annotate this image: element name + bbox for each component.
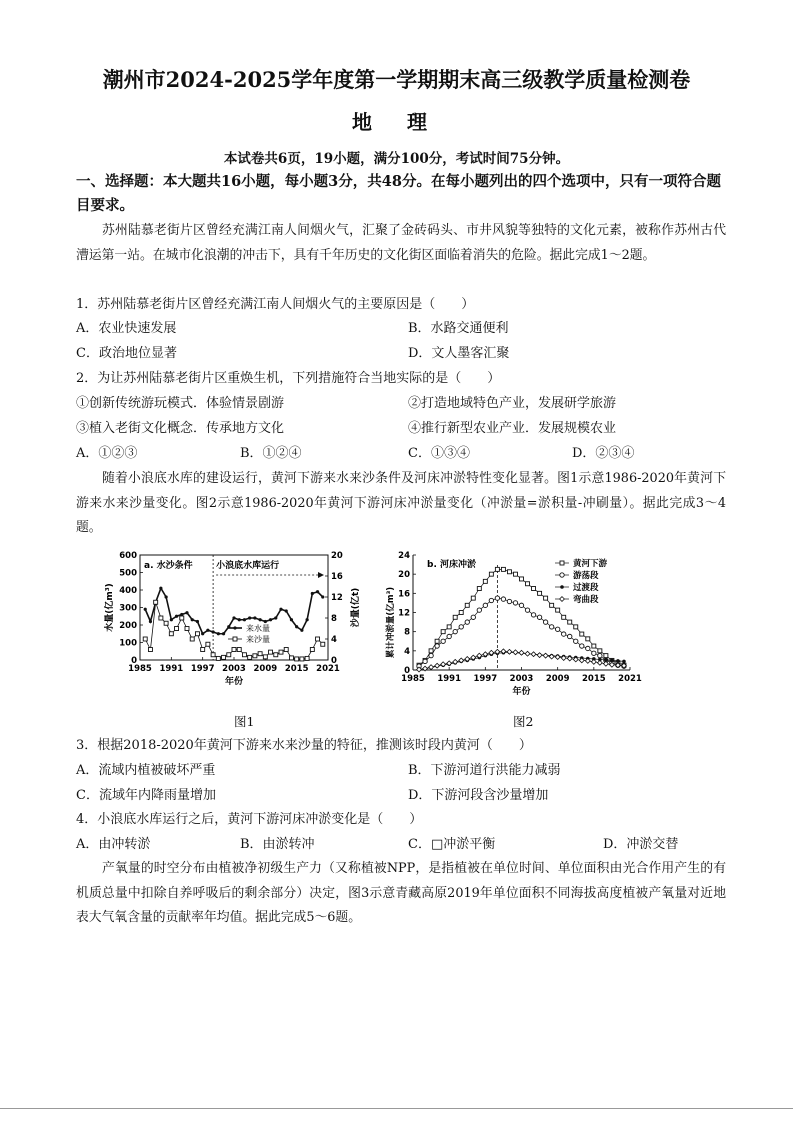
series-1-point: [495, 596, 499, 600]
sediment-point: [227, 653, 231, 657]
x-tick-label: 2015: [581, 674, 606, 684]
water-point: [243, 618, 246, 621]
divider-annotation: 小浪底水库运行: [216, 561, 280, 571]
series-1-point: [471, 615, 475, 619]
y2-tick-label: 4: [331, 635, 337, 645]
passage-3: 产氧量的时空分布由植被净初级生产力（又称植被NPP，是指植被在单位时间、单位面积由光合作用产生的有机质总量中扣除自养呼吸后的剩余部分）决定，图3示意青藏高原2019年单位面积不同海拔高度植被产氧量对近地表大气氧含量的贡献率年均值。据此完成5～6题。: [76, 861, 726, 925]
water-point: [232, 616, 235, 619]
x-tick-label: 2003: [509, 674, 534, 684]
x-tick-label: 1985: [401, 674, 425, 684]
sediment-point: [253, 654, 257, 658]
question-4-option-b: B．由淤转冲: [240, 837, 315, 852]
sediment-point: [164, 621, 168, 625]
water-point: [321, 595, 324, 598]
series-0-point: [598, 649, 602, 653]
series-0-point: [538, 591, 542, 595]
series-3-point: [597, 660, 602, 665]
series-1-point: [507, 599, 511, 603]
series-3-point: [429, 665, 434, 670]
sediment-point: [195, 632, 199, 636]
x-axis-label: 年份: [512, 687, 531, 697]
water-point: [311, 592, 314, 595]
y-axis-label: 累计冲淤量(亿m³): [386, 586, 396, 659]
series-1-point: [525, 608, 529, 612]
figure-2-chart: [385, 545, 650, 700]
series-0-point: [550, 603, 554, 607]
sediment-point: [201, 648, 205, 652]
water-point: [300, 629, 303, 632]
water-point: [290, 618, 293, 621]
water-point: [170, 618, 173, 621]
water-point: [222, 632, 225, 635]
question-2-option-c: C．①③④: [408, 446, 470, 461]
question-2-option-d: D．②③④: [572, 446, 635, 461]
sediment-point: [295, 657, 299, 661]
subject-title: 地 理: [352, 110, 441, 134]
x-tick-label: 2021: [316, 664, 340, 674]
question-3-option-c: C．流域年内降雨量增加: [76, 788, 216, 803]
series-3-point: [543, 653, 548, 658]
y2-tick-label: 0: [331, 656, 337, 666]
exam-title: 潮州市2024-2025学年度第一学期期末高三级教学质量检测卷: [102, 67, 691, 92]
water-point: [212, 630, 215, 633]
series-0-point: [459, 611, 463, 615]
series-0-point: [489, 572, 493, 576]
water-point: [165, 595, 168, 598]
series-0-point: [556, 608, 560, 612]
series-0-point: [429, 649, 433, 653]
series-0-point: [586, 637, 590, 641]
y-tick-label: 20: [398, 570, 410, 581]
sediment-point: [242, 653, 246, 657]
y2-tick-label: 20: [331, 551, 343, 561]
series-3-point: [441, 662, 446, 667]
x-tick-label: 2003: [222, 664, 246, 674]
series-2-point: [610, 659, 614, 663]
series-0-point: [441, 630, 445, 634]
sediment-point: [284, 648, 288, 652]
series-0-point: [447, 625, 451, 629]
series-1-point: [531, 613, 535, 617]
series-0-point: [544, 596, 548, 600]
x-tick-label: 1991: [437, 674, 462, 684]
figure-1-chart: [100, 545, 365, 700]
series-0-point: [501, 567, 505, 571]
series-1-point: [453, 629, 457, 633]
question-2-stem: 2．为让苏州陆慕老街片区重焕生机，下列措施符合当地实际的是（ ）: [76, 371, 501, 386]
series-0-point: [526, 582, 530, 586]
series-3-point: [507, 649, 512, 654]
sediment-point: [185, 627, 189, 631]
y-tick-label: 12: [398, 608, 410, 619]
series-3-point: [435, 663, 440, 668]
figure-2-caption: 图2: [513, 714, 534, 729]
sediment-point: [289, 656, 293, 660]
y2-tick-label: 16: [331, 572, 343, 582]
water-point: [253, 616, 256, 619]
series-1-point: [513, 601, 517, 605]
sediment-point: [279, 650, 283, 654]
series-0-point: [568, 620, 572, 624]
y-tick-label: 0: [131, 656, 137, 666]
series-1-point: [598, 653, 602, 657]
sediment-point: [248, 655, 252, 659]
y2-tick-label: 12: [331, 593, 343, 603]
series-3-point: [591, 659, 596, 664]
sediment-point: [300, 657, 304, 661]
legend-label-1: 游荡段: [573, 571, 599, 581]
series-0-point: [483, 579, 487, 583]
chart-title: b. 河床冲淤: [427, 560, 476, 570]
question-4-stem: 4．小浪底水库运行之后，黄河下游河床冲淤变化是（ ）: [76, 812, 423, 827]
passage-1: 苏州陆慕老街片区曾经充满江南人间烟火气，汇聚了金砖码头、市井风貌等独特的文化元素，被称作苏州古代漕运第一站。在城市化浪潮的冲击下，具有千年历史的文化街区面临着消失的危险。据此完成1～2题。: [76, 223, 726, 263]
x-tick-label: 1985: [128, 664, 152, 674]
sediment-point: [216, 656, 220, 660]
y-tick-label: 16: [398, 589, 410, 600]
series-3-point: [579, 658, 584, 663]
page-bottom-rule: [0, 1108, 793, 1109]
question-2-statement-1: ①创新传统游玩模式．体验情景剧游: [76, 396, 285, 411]
water-point: [196, 620, 199, 623]
legend-marker-1: [560, 573, 564, 577]
sediment-point: [263, 655, 267, 659]
series-1-point: [549, 625, 553, 629]
question-2-option-b: B．①②④: [240, 446, 302, 461]
sediment-point: [190, 637, 194, 641]
question-1-option-c: C．政治地位显著: [76, 346, 177, 361]
series-1-point: [537, 615, 541, 619]
question-3-option-d: D．下游河段含沙量增加: [408, 788, 549, 803]
series-3-point: [513, 650, 518, 655]
y-tick-label: 200: [119, 621, 137, 631]
x-tick-label: 2009: [253, 664, 278, 674]
water-point: [316, 590, 319, 593]
series-1-point: [501, 597, 505, 601]
sediment-point: [143, 637, 147, 641]
series-3-point: [555, 655, 560, 660]
water-point: [144, 608, 147, 611]
series-0-point: [580, 632, 584, 636]
series-3-point: [537, 653, 542, 658]
sediment-point: [159, 616, 163, 620]
water-point: [306, 618, 309, 621]
series-1-point: [429, 653, 433, 657]
y-axis-label: 水量(亿m³): [105, 583, 115, 632]
legend-marker-2: [560, 585, 564, 589]
series-1-point: [465, 620, 469, 624]
y-tick-label: 0: [404, 666, 410, 676]
question-2-statement-4: ④推行新型农业产业．发展规模农业: [408, 421, 617, 436]
series-1-point: [423, 659, 427, 663]
series-2-point: [616, 659, 620, 663]
series-0-point: [562, 615, 566, 619]
legend-sediment-label: 来沙量: [246, 635, 270, 644]
legend-marker-3: [560, 597, 565, 602]
water-point: [201, 632, 204, 635]
series-0-point: [435, 639, 439, 643]
sediment-point: [211, 653, 215, 657]
sediment-point: [237, 648, 241, 652]
chart-title: a. 水沙条件: [144, 561, 193, 571]
question-1-option-b: B．水路交通便利: [408, 321, 509, 336]
y-tick-label: 600: [119, 551, 137, 561]
x-tick-label: 2009: [545, 674, 570, 684]
sediment-point: [321, 642, 325, 646]
series-0-point: [477, 587, 481, 591]
series-0-point: [465, 603, 469, 607]
series-1-point: [543, 620, 547, 624]
series-1-point: [592, 651, 596, 655]
series-3-point: [525, 651, 530, 656]
question-3-option-b: B．下游河道行洪能力减弱: [408, 763, 561, 778]
legend-marker-0: [560, 561, 564, 565]
x-tick-label: 2021: [618, 674, 642, 684]
question-4-option-d: D．冲淤交替: [603, 837, 679, 852]
question-1-option-a: A．农业快速发展: [76, 321, 177, 336]
sediment-point: [316, 637, 320, 641]
exam-info: 本试卷共6页，19小题，满分100分，考试时间75分钟。: [223, 151, 570, 167]
series-1-point: [519, 603, 523, 607]
passage-2: 随着小浪底水库的建设运行，黄河下游来水来沙条件及河床冲淤特性变化显著。图1示意1986-2020年黄河下游来水来沙量变化。图2示意1986-2020年黄河下游河床冲淤量变化（冲淤量=淤积量-冲刷量）。据此完成3～4题。: [76, 471, 726, 535]
legend-label-2: 过渡段: [573, 583, 599, 593]
water-point: [159, 587, 162, 590]
sediment-point: [232, 648, 236, 652]
x-axis-label: 年份: [224, 677, 244, 687]
question-1-stem: 1．苏州陆慕老街片区曾经充满江南人间烟火气的主要原因是（ ）: [76, 297, 475, 312]
water-point: [264, 620, 267, 623]
series-1-point: [574, 639, 578, 643]
y2-axis-label: 沙量(亿t): [351, 587, 361, 628]
series-1-point: [459, 625, 463, 629]
series-0-point: [453, 615, 457, 619]
x-tick-label: 1997: [190, 664, 215, 674]
sediment-point: [169, 632, 173, 636]
series-3-point: [585, 658, 590, 663]
series-3-point: [447, 661, 452, 666]
question-2-option-a: A．①②③: [76, 446, 138, 461]
legend-water-marker: [233, 626, 236, 629]
series-0-point: [513, 572, 517, 576]
sediment-point: [310, 648, 314, 652]
series-1-point: [483, 603, 487, 607]
y-tick-label: 4: [404, 646, 410, 657]
water-point: [259, 618, 262, 621]
series-1-point: [586, 646, 590, 650]
figure-1-caption: 图1: [234, 714, 255, 729]
x-tick-label: 1997: [473, 674, 498, 684]
legend-sediment-marker: [233, 637, 237, 641]
question-1-option-d: D．文人墨客汇聚: [408, 346, 510, 361]
question-3-option-a: A．流域内植被破坏严重: [76, 763, 216, 778]
water-point: [185, 611, 188, 614]
series-3-point: [531, 652, 536, 657]
sediment-point: [206, 642, 210, 646]
sediment-point: [269, 650, 273, 654]
x-tick-label: 2015: [284, 664, 309, 674]
series-1-point: [561, 632, 565, 636]
series-0-point: [604, 654, 608, 658]
y2-tick-label: 8: [331, 614, 337, 624]
series-2-point: [622, 660, 626, 664]
water-point: [279, 608, 282, 611]
y-tick-label: 400: [119, 586, 137, 596]
water-point: [285, 609, 288, 612]
sediment-point: [258, 652, 262, 656]
water-point: [274, 616, 277, 619]
series-0-point: [520, 577, 524, 581]
y-tick-label: 300: [119, 603, 137, 614]
series-1-point: [477, 608, 481, 612]
series-1-point: [441, 639, 445, 643]
series-0-point: [574, 625, 578, 629]
series-1-point: [580, 644, 584, 648]
water-point: [191, 618, 194, 621]
y-tick-label: 24: [398, 551, 410, 561]
legend-water-label: 来水量: [246, 624, 270, 633]
water-point: [269, 618, 272, 621]
series-0-point: [592, 644, 596, 648]
series-3-point: [519, 650, 524, 655]
water-point: [149, 620, 152, 623]
sediment-point: [148, 648, 152, 652]
sediment-point: [154, 600, 158, 604]
series-1-point: [568, 634, 572, 638]
water-point: [217, 632, 220, 635]
question-4-option-a: A．由冲转淤: [76, 837, 151, 852]
sediment-point: [222, 655, 226, 659]
series-1-point: [447, 634, 451, 638]
series-0-point: [507, 570, 511, 574]
water-point: [248, 616, 251, 619]
question-3-stem: 3．根据2018-2020年黄河下游来水来沙量的特征，推测该时段内黄河（ ）: [76, 738, 532, 753]
legend-label-3: 弯曲段: [573, 595, 599, 605]
series-0-point: [471, 596, 475, 600]
sediment-point: [305, 656, 309, 660]
sediment-point: [274, 653, 278, 657]
series-0-point: [532, 587, 536, 591]
series-1-point: [435, 644, 439, 648]
series-1-point: [555, 627, 559, 631]
water-point: [238, 618, 241, 621]
series-line-1: [419, 598, 624, 666]
series-3-point: [549, 654, 554, 659]
y-tick-label: 8: [404, 627, 410, 638]
sediment-point: [175, 627, 179, 631]
sediment-point: [180, 616, 184, 620]
series-1-point: [489, 598, 493, 602]
section-heading: 一、选择题：本大题共16小题，每小题3分，共48分。在每小题列出的四个选项中，只有一项符合题目要求。: [76, 173, 721, 214]
series-0-point: [495, 567, 499, 571]
x-tick-label: 1991: [159, 664, 184, 674]
water-point: [206, 629, 209, 632]
water-point: [295, 625, 298, 628]
question-2-statement-2: ②打造地域特色产业，发展研学旅游: [408, 396, 617, 411]
annotation-arrow-head: [318, 572, 324, 578]
water-point: [175, 615, 178, 618]
question-4-option-c: C．□冲淤平衡: [408, 837, 496, 852]
legend-label-0: 黄河下游: [573, 559, 608, 569]
y-tick-label: 500: [119, 568, 137, 579]
question-2-statement-3: ③植入老街文化概念．传承地方文化: [76, 421, 285, 436]
y-tick-label: 100: [119, 638, 137, 649]
